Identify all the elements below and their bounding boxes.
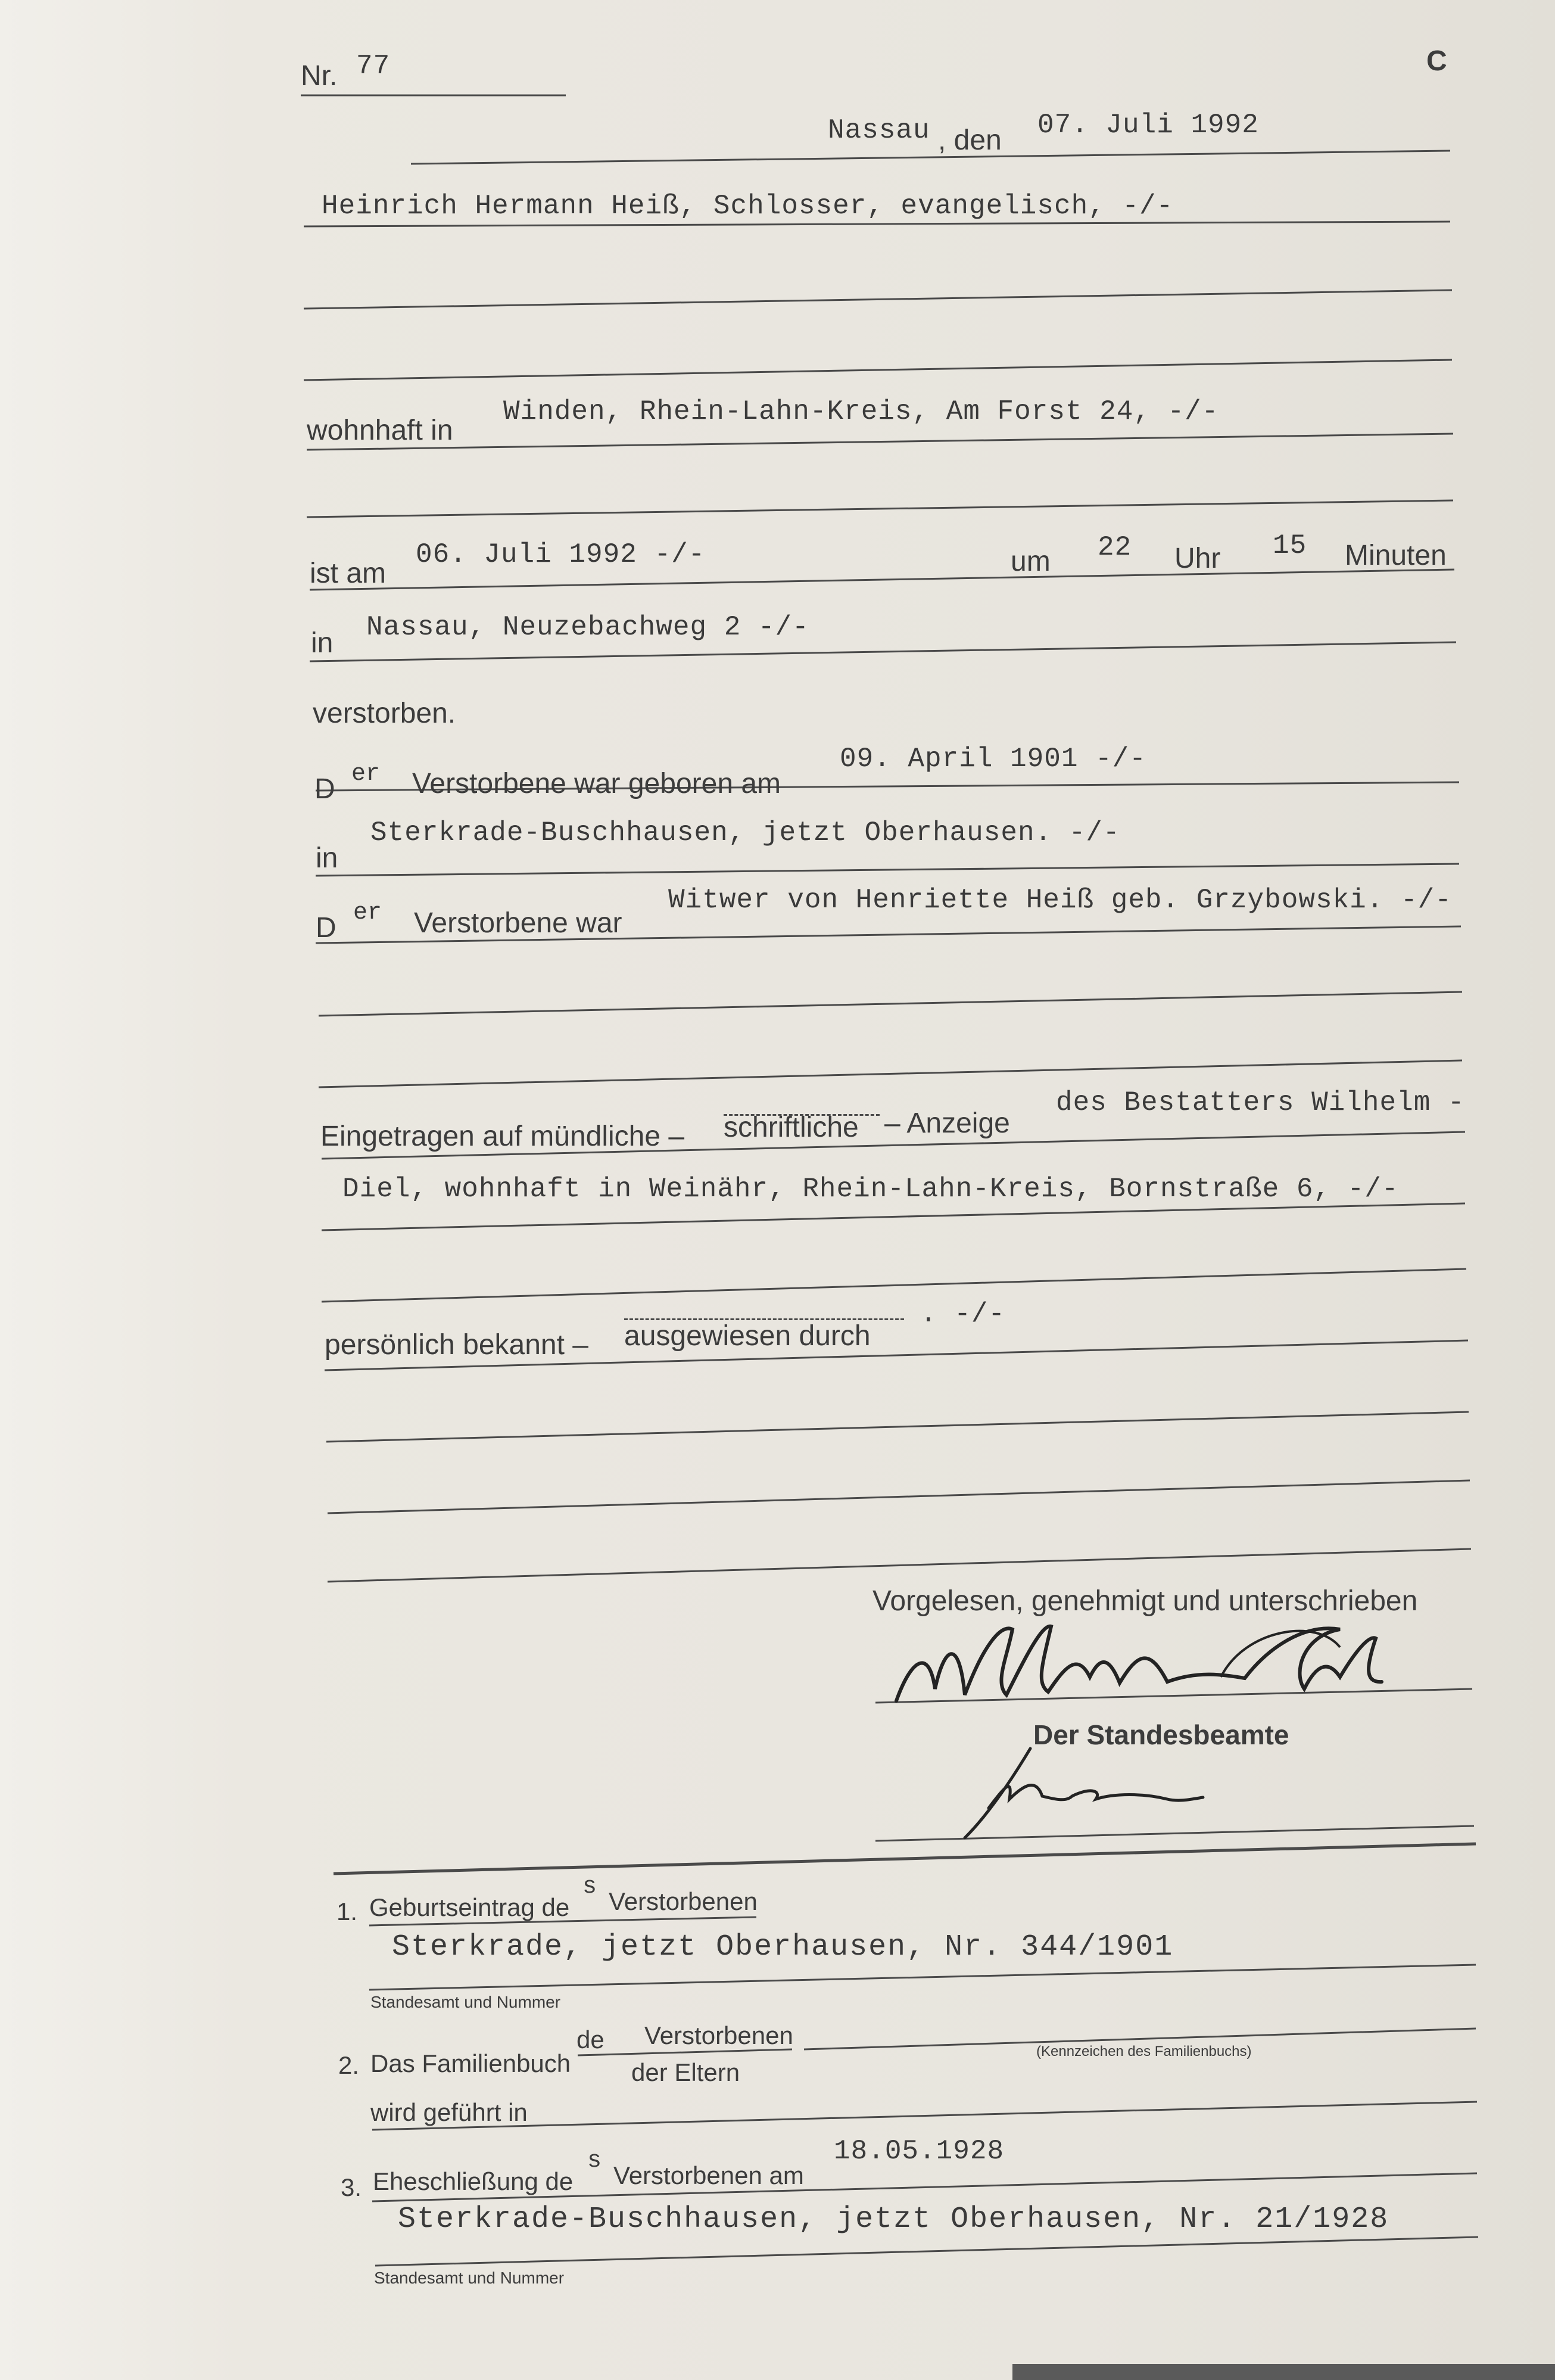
fn3-caption: Standesamt und Nummer — [374, 2269, 565, 2287]
rule-blank-1 — [304, 290, 1452, 309]
birth-gender-suffix: er — [351, 761, 381, 788]
fn2-caption: (Kennzeichen des Familienbuchs) — [1036, 2043, 1252, 2059]
wohnhaft-label: wohnhaft in — [307, 415, 453, 446]
rule-birth-place — [316, 864, 1459, 876]
fn1-label2: Verstorbenen — [609, 1887, 758, 1915]
minuten-label: Minuten — [1345, 540, 1447, 571]
report-line-1: des Bestatters Wilhelm - — [1056, 1087, 1465, 1118]
registration-place: Nassau — [828, 115, 930, 146]
fn3-suffix: s — [587, 2148, 602, 2174]
rule-blank-7 — [326, 1412, 1469, 1442]
identity-label-a: persönlich bekannt – — [325, 1329, 588, 1361]
residence-value: Winden, Rhein-Lahn-Kreis, Am Forst 24, -/- — [503, 396, 1219, 427]
strike-schriftliche — [724, 1114, 880, 1116]
death-hour: 22 — [1098, 532, 1132, 563]
strike-ausgewiesen — [624, 1318, 904, 1320]
nr-label: Nr. — [301, 60, 338, 92]
birth-date: 09. April 1901 -/- — [840, 743, 1146, 774]
rule-blank-2 — [304, 360, 1452, 380]
vorgelesen-label: Vorgelesen, genehmigt und unterschrieben — [872, 1585, 1418, 1617]
report-label-a: Eingetragen auf mündliche – — [320, 1121, 685, 1152]
rule-fn1-value — [369, 1965, 1476, 1990]
fn2-de: de — [576, 2026, 604, 2054]
birth-in-label: in — [316, 842, 338, 874]
identity-label-struck: ausgewiesen durch — [624, 1320, 871, 1352]
rule-name — [304, 222, 1450, 226]
rule-blank-4 — [319, 992, 1462, 1016]
fn3-label: Eheschließung de — [373, 2167, 574, 2195]
marital-value: Witwer von Henriette Heiß geb. Grzybowski. -/- — [668, 885, 1452, 916]
fn2-label: Das Familienbuch — [370, 2049, 571, 2077]
birth-d-label: D — [314, 773, 335, 805]
rule-blank-5 — [319, 1060, 1462, 1087]
rule-death-place — [310, 642, 1456, 661]
rule-fn3-value — [375, 2237, 1478, 2266]
identity-value: . -/- — [920, 1299, 1006, 1330]
fn1-label: Geburtseintrag de — [369, 1893, 570, 1921]
signer-signature — [887, 1611, 1423, 1713]
rule-death-date — [310, 570, 1454, 590]
death-in-label: in — [311, 627, 334, 659]
death-place: Nassau, Neuzebachweg 2 -/- — [366, 612, 809, 643]
scan-edge-strip — [1012, 2364, 1555, 2380]
fn3-label2: Verstorbenen am — [613, 2161, 804, 2189]
marital-gender-suffix: er — [353, 900, 382, 926]
death-date: 06. Juli 1992 -/- — [416, 539, 706, 570]
rule-residence — [307, 434, 1453, 450]
den-label: , den — [938, 125, 1002, 156]
fn1-number: 1. — [336, 1897, 358, 1925]
nr-value: 77 — [356, 51, 391, 82]
birth-place: Sterkrade-Buschhausen, jetzt Oberhausen. -/- — [370, 817, 1120, 848]
death-minutes: 15 — [1273, 530, 1307, 561]
report-label-struck: schriftliche — [724, 1112, 859, 1143]
rule-fn2-split — [578, 2049, 792, 2055]
rule-report-2 — [322, 1203, 1465, 1230]
verstorben-label: verstorben. — [313, 698, 456, 729]
official-label: Der Standesbeamte — [1033, 1719, 1289, 1750]
rule-separator — [334, 1844, 1476, 1874]
rule-blank-3 — [307, 500, 1453, 517]
fn2-option-deceased: Verstorbenen — [644, 2021, 793, 2049]
report-line-2: Diel, wohnhaft in Weinähr, Rhein-Lahn-Kreis, Bornstraße 6, -/- — [342, 1174, 1399, 1205]
fn2-label2: wird geführt in — [370, 2098, 528, 2126]
uhr-label: Uhr — [1174, 543, 1221, 574]
marital-d-label: D — [316, 912, 336, 944]
fn2-number: 2. — [338, 2051, 360, 2079]
rule-fn2-where — [372, 2102, 1477, 2130]
report-label-b: – Anzeige — [884, 1107, 1010, 1139]
fn3-number: 3. — [341, 2173, 362, 2201]
rule-blank-8 — [328, 1480, 1470, 1513]
corner-letter: C — [1426, 45, 1447, 77]
birth-label: Verstorbene war geboren am — [412, 768, 781, 799]
fn2-option-parents: der Eltern — [631, 2058, 740, 2086]
um-label: um — [1011, 546, 1051, 577]
fn1-suffix: s — [582, 1874, 597, 1900]
fn3-date: 18.05.1928 — [834, 2136, 1005, 2167]
ist-am-label: ist am — [310, 558, 387, 589]
deceased-name-line: Heinrich Hermann Heiß, Schlosser, evangelisch, -/- — [322, 191, 1174, 222]
marital-label: Verstorbene war — [414, 907, 622, 939]
fn3-value: Sterkrade-Buschhausen, jetzt Oberhausen, Nr. 21/1928 — [398, 2202, 1389, 2236]
fn1-value: Sterkrade, jetzt Oberhausen, Nr. 344/1901 — [392, 1930, 1174, 1964]
rule-blank-6 — [322, 1269, 1466, 1302]
rule-blank-9 — [328, 1549, 1471, 1582]
fn1-caption: Standesamt und Nummer — [370, 1993, 561, 2011]
rule-date — [411, 151, 1450, 164]
official-signature — [953, 1743, 1239, 1844]
registration-date: 07. Juli 1992 — [1037, 110, 1259, 141]
